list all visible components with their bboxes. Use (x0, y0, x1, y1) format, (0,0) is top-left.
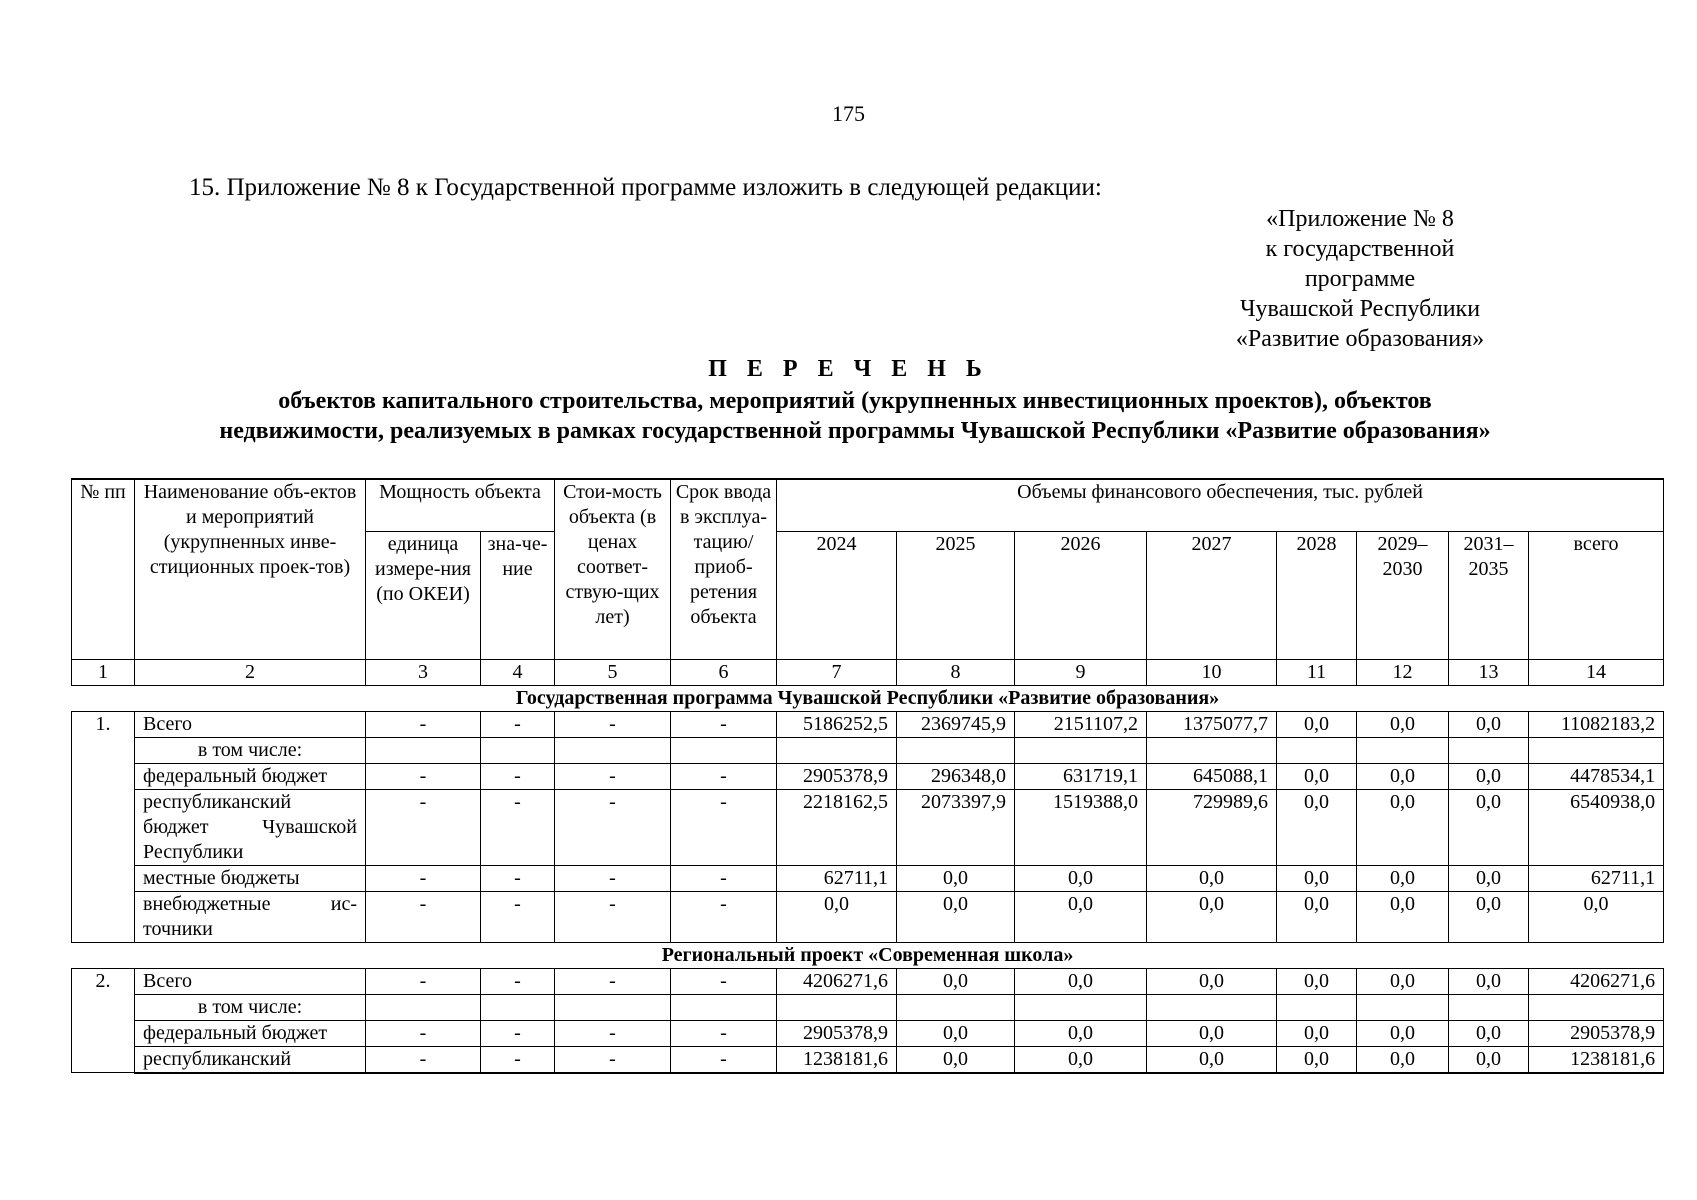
row-cost (555, 994, 671, 1020)
column-number: 1 (72, 659, 135, 685)
value-2025: 296348,0 (897, 763, 1015, 789)
value-2025: 0,0 (897, 865, 1015, 891)
row-name: республиканский бюджет Чувашской Республики (135, 789, 366, 865)
row-unit (366, 737, 481, 763)
appendix-heading (1220, 204, 1500, 354)
header-value: зна-че-ние (481, 531, 555, 659)
value-2029-2030 (1357, 737, 1449, 763)
row-unit: - (366, 1046, 481, 1073)
header-cost: Стои-мость объекта (в ценах соответ-ствую-щих лет) (555, 479, 671, 659)
table-row (72, 763, 1664, 789)
table-row (72, 1020, 1664, 1046)
column-number: 7 (777, 659, 897, 685)
row-name: республиканский (135, 1046, 366, 1073)
row-term: - (671, 763, 777, 789)
header-unit: единица измере-ния (по ОКЕИ) (366, 531, 481, 659)
value-2024: 2905378,9 (777, 1020, 897, 1046)
value-2024: 2218162,5 (777, 789, 897, 865)
table-row (72, 737, 1664, 763)
header-year: 2028 (1277, 531, 1357, 659)
value-2027 (1147, 994, 1277, 1020)
row-value: - (481, 1046, 555, 1073)
value-2024: 1238181,6 (777, 1046, 897, 1073)
value-2028 (1277, 994, 1357, 1020)
value-2027: 645088,1 (1147, 763, 1277, 789)
table-row (72, 865, 1664, 891)
value-2027: 0,0 (1147, 865, 1277, 891)
row-name: федеральный бюджет (135, 1020, 366, 1046)
value-2025: 0,0 (897, 891, 1015, 942)
table-header (72, 479, 1664, 685)
column-number: 10 (1147, 659, 1277, 685)
appendix-line: «Приложение № 8 (1266, 206, 1454, 232)
row-name: в том числе: (135, 737, 366, 763)
table-row (72, 1046, 1664, 1073)
document-subtitle (150, 386, 1560, 446)
value-2024 (777, 737, 897, 763)
row-term: - (671, 1020, 777, 1046)
value-2028: 0,0 (1277, 1046, 1357, 1073)
section-title: Региональный проект «Современная школа» (72, 942, 1664, 968)
row-term: - (671, 891, 777, 942)
row-value: - (481, 789, 555, 865)
table-row (72, 789, 1664, 865)
row-unit (366, 994, 481, 1020)
value-2031-2035: 0,0 (1449, 968, 1529, 994)
value-2031-2035 (1449, 737, 1529, 763)
value-2028: 0,0 (1277, 865, 1357, 891)
column-number: 2 (135, 659, 366, 685)
value-2026: 0,0 (1015, 1020, 1147, 1046)
value-2028: 0,0 (1277, 968, 1357, 994)
value-2026: 0,0 (1015, 865, 1147, 891)
subtitle-line: объектов капитального строительства, мероприятий (укрупненных инвестиционных проектов), объектов (278, 388, 1432, 414)
row-term (671, 737, 777, 763)
intro-paragraph: 15. Приложение № 8 к Государственной программе изложить в следующей редакции: (189, 174, 1102, 201)
row-cost (555, 737, 671, 763)
row-number: 1. (72, 711, 135, 942)
value-2026 (1015, 994, 1147, 1020)
value-2028: 0,0 (1277, 1020, 1357, 1046)
objects-table (71, 478, 1664, 1074)
row-number: 2. (72, 968, 135, 1073)
value-2026: 2151107,2 (1015, 711, 1147, 737)
value-total: 6540938,0 (1529, 789, 1664, 865)
row-term: - (671, 789, 777, 865)
table-body (72, 685, 1664, 1073)
value-2025: 2073397,9 (897, 789, 1015, 865)
column-number: 9 (1015, 659, 1147, 685)
value-2031-2035 (1449, 994, 1529, 1020)
row-unit: - (366, 789, 481, 865)
column-number: 12 (1357, 659, 1449, 685)
value-total: 1238181,6 (1529, 1046, 1664, 1073)
column-number: 8 (897, 659, 1015, 685)
value-2031-2035: 0,0 (1449, 789, 1529, 865)
row-cost: - (555, 968, 671, 994)
value-total (1529, 994, 1664, 1020)
value-total: 2905378,9 (1529, 1020, 1664, 1046)
header-total: всего (1529, 531, 1664, 659)
header-funding: Объемы финансового обеспечения, тыс. рублей (777, 479, 1664, 531)
section-title: Государственная программа Чувашской Республики «Развитие образования» (72, 685, 1664, 711)
value-2027: 0,0 (1147, 1020, 1277, 1046)
row-cost: - (555, 1020, 671, 1046)
column-number: 4 (481, 659, 555, 685)
column-number: 13 (1449, 659, 1529, 685)
value-2028: 0,0 (1277, 789, 1357, 865)
value-2027 (1147, 737, 1277, 763)
value-2028: 0,0 (1277, 763, 1357, 789)
row-value: - (481, 865, 555, 891)
value-2029-2030: 0,0 (1357, 763, 1449, 789)
column-number: 14 (1529, 659, 1664, 685)
row-term: - (671, 865, 777, 891)
value-2026 (1015, 737, 1147, 763)
value-2024: 4206271,6 (777, 968, 897, 994)
column-number: 6 (671, 659, 777, 685)
row-value: - (481, 763, 555, 789)
row-cost: - (555, 789, 671, 865)
table-row (72, 711, 1664, 737)
value-2025 (897, 994, 1015, 1020)
value-2031-2035: 0,0 (1449, 1020, 1529, 1046)
page-number: 175 (832, 101, 865, 126)
row-unit: - (366, 865, 481, 891)
column-numbers-row (72, 659, 1664, 685)
value-2027: 1375077,7 (1147, 711, 1277, 737)
value-2027: 0,0 (1147, 1046, 1277, 1073)
value-2029-2030 (1357, 994, 1449, 1020)
value-2024: 2905378,9 (777, 763, 897, 789)
appendix-line: «Развитие образования» (1235, 326, 1485, 352)
value-2029-2030: 0,0 (1357, 1046, 1449, 1073)
row-value: - (481, 891, 555, 942)
section-row (72, 942, 1664, 968)
row-name: внебюджетные ис-точники (135, 891, 366, 942)
value-2026: 0,0 (1015, 891, 1147, 942)
value-total: 62711,1 (1529, 865, 1664, 891)
row-term: - (671, 968, 777, 994)
value-2028 (1277, 737, 1357, 763)
header-capacity: Мощность объекта (366, 479, 555, 531)
row-unit: - (366, 968, 481, 994)
row-name: местные бюджеты (135, 865, 366, 891)
row-cost: - (555, 711, 671, 737)
value-2026: 631719,1 (1015, 763, 1147, 789)
header-number: № пп (72, 479, 135, 659)
row-name: федеральный бюджет (135, 763, 366, 789)
row-value: - (481, 1020, 555, 1046)
appendix-line: к государственной программе (1265, 236, 1455, 292)
value-2025: 0,0 (897, 1020, 1015, 1046)
value-2031-2035: 0,0 (1449, 865, 1529, 891)
value-2029-2030: 0,0 (1357, 968, 1449, 994)
header-term: Срок ввода в эксплуа-тацию/ приоб-ретения объекта (671, 479, 777, 659)
header-year: 2024 (777, 531, 897, 659)
row-unit: - (366, 891, 481, 942)
value-2024: 5186252,5 (777, 711, 897, 737)
row-unit: - (366, 711, 481, 737)
row-unit: - (366, 1020, 481, 1046)
header-year: 2029–2030 (1357, 531, 1449, 659)
row-name: Всего (135, 968, 366, 994)
appendix-line: Чувашской Республики (1239, 296, 1481, 322)
value-total: 4206271,6 (1529, 968, 1664, 994)
row-value: - (481, 711, 555, 737)
value-2028: 0,0 (1277, 891, 1357, 942)
column-number: 5 (555, 659, 671, 685)
value-2031-2035: 0,0 (1449, 763, 1529, 789)
column-number: 3 (366, 659, 481, 685)
row-value (481, 994, 555, 1020)
value-2027: 0,0 (1147, 891, 1277, 942)
row-name: Всего (135, 711, 366, 737)
section-row (72, 685, 1664, 711)
row-value (481, 737, 555, 763)
value-2026: 1519388,0 (1015, 789, 1147, 865)
header-year: 2025 (897, 531, 1015, 659)
value-2031-2035: 0,0 (1449, 891, 1529, 942)
value-2029-2030: 0,0 (1357, 865, 1449, 891)
value-2029-2030: 0,0 (1357, 789, 1449, 865)
header-year: 2031–2035 (1449, 531, 1529, 659)
header-year: 2026 (1015, 531, 1147, 659)
row-cost: - (555, 865, 671, 891)
value-total: 0,0 (1529, 891, 1664, 942)
table-row (72, 891, 1664, 942)
row-term: - (671, 711, 777, 737)
value-2025: 0,0 (897, 1046, 1015, 1073)
value-2025: 2369745,9 (897, 711, 1015, 737)
header-name: Наименование объ-ектов и мероприятий (укрупненных инве-стиционных проек-тов) (135, 479, 366, 659)
value-2027: 0,0 (1147, 968, 1277, 994)
row-cost: - (555, 891, 671, 942)
header-year: 2027 (1147, 531, 1277, 659)
row-name: в том числе: (135, 994, 366, 1020)
row-unit: - (366, 763, 481, 789)
value-2026: 0,0 (1015, 968, 1147, 994)
row-cost: - (555, 763, 671, 789)
value-2028: 0,0 (1277, 711, 1357, 737)
table-row (72, 994, 1664, 1020)
value-2029-2030: 0,0 (1357, 891, 1449, 942)
table-row (72, 968, 1664, 994)
value-total: 4478534,1 (1529, 763, 1664, 789)
value-2024 (777, 994, 897, 1020)
value-2025: 0,0 (897, 968, 1015, 994)
value-2029-2030: 0,0 (1357, 711, 1449, 737)
value-total (1529, 737, 1664, 763)
value-2024: 62711,1 (777, 865, 897, 891)
value-2024: 0,0 (777, 891, 897, 942)
value-2031-2035: 0,0 (1449, 711, 1529, 737)
subtitle-line: недвижимости, реализуемых в рамках государственной программы Чувашской Республики «Развитие образования» (219, 418, 1491, 444)
value-2025 (897, 737, 1015, 763)
value-2027: 729989,6 (1147, 789, 1277, 865)
column-number: 11 (1277, 659, 1357, 685)
document-title: П Е Р Е Ч Е Н Ь (708, 356, 989, 382)
row-term (671, 994, 777, 1020)
row-value: - (481, 968, 555, 994)
value-total: 11082183,2 (1529, 711, 1664, 737)
value-2029-2030: 0,0 (1357, 1020, 1449, 1046)
value-2031-2035: 0,0 (1449, 1046, 1529, 1073)
row-term: - (671, 1046, 777, 1073)
value-2026: 0,0 (1015, 1046, 1147, 1073)
row-cost: - (555, 1046, 671, 1073)
